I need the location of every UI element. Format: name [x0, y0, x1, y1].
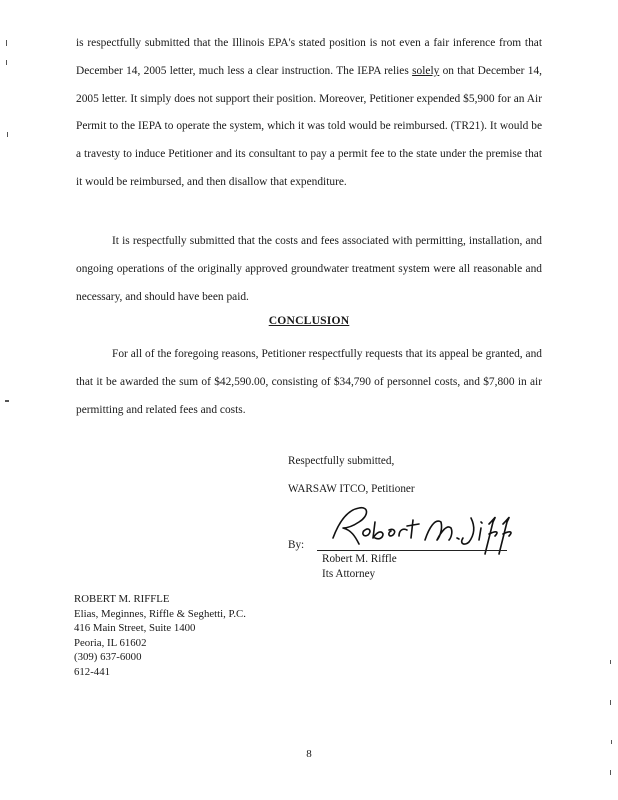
section-heading: CONCLUSION [268, 314, 350, 327]
phone-number: (309) 637-6000 [74, 651, 142, 664]
scan-artifact [611, 740, 612, 744]
signature-line [317, 550, 507, 551]
scan-artifact [5, 400, 9, 402]
party-line: WARSAW ITCO, Petitioner [288, 483, 415, 495]
paragraph-argument-text-start: is respectfully submitted that the Illinois EPA's stated position is not even a fair inference from that December 14, 2005 letter, much less a clear instruction. The IEPA relies [76, 37, 542, 77]
scan-artifact [7, 132, 8, 137]
scan-artifact [610, 700, 611, 705]
attorney-address-block [74, 592, 246, 680]
reference-code: 612-441 [74, 665, 110, 678]
paragraph-argument [76, 30, 542, 197]
law-firm: Elias, Meginnes, Riffle & Seghetti, P.C. [74, 607, 246, 620]
paragraph-argument-text-end: on that December 14, 2005 letter. It simply does not support their position. Moreover, Petitioner expended $5,900 for an Air Permit to the IEPA to operate the system, which it was told would be reimbursed. (TR21). It would be a travesty to induce Petitioner and its consultant to pay a permit fee to the state under the premise that it would be reimbursed, and then disallow that expenditure. [76, 64, 542, 188]
signer-title: Its Attorney [322, 568, 376, 580]
city-state-zip: Peoria, IL 61602 [74, 636, 147, 649]
attorney-name: ROBERT M. RIFFLE [74, 593, 170, 605]
signer-name: Robert M. Riffle [322, 553, 397, 565]
scan-artifact [610, 770, 611, 775]
by-label: By: [288, 539, 305, 551]
street-address: 416 Main Street, Suite 1400 [74, 622, 196, 635]
handwritten-signature [325, 500, 520, 560]
paragraph-conclusion: For all of the foregoing reasons, Petitioner respectfully requests that its appeal be granted, and that it be awarded the sum of $42,590.00, consisting of $34,790 of personnel costs, and $7,800 in air permitting and related fees and costs. [76, 348, 542, 416]
underlined-emphasis: solely [412, 64, 440, 77]
scan-artifact [6, 40, 7, 46]
scan-artifact [610, 660, 611, 664]
closing-line: Respectfully submitted, [288, 455, 395, 467]
paragraph-costs: It is respectfully submitted that the costs and fees associated with permitting, installation, and ongoing operations of the originally approved groundwater treatment system were all reasonable and necessary, and should have been paid. [76, 235, 542, 303]
scan-artifact [6, 60, 7, 65]
page-number: 8 [306, 748, 312, 760]
